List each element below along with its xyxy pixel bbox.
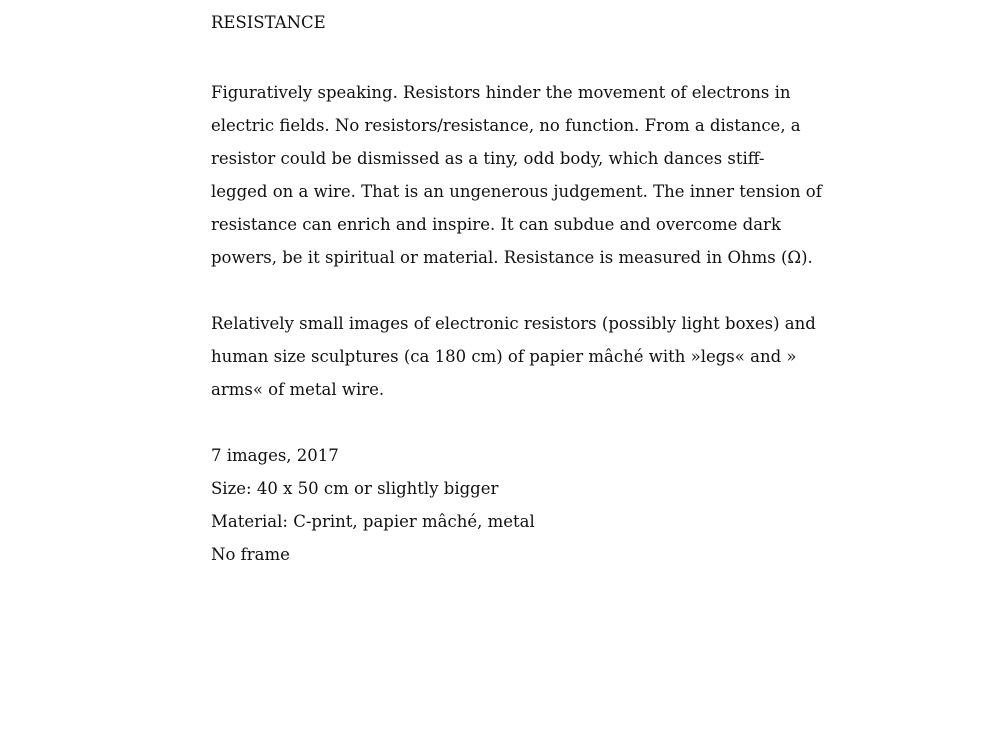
paragraph-line: resistor could be dismissed as a tiny, odd body, which dances stiff- [211, 149, 765, 168]
paragraph-line: arms« of metal wire. [211, 380, 385, 399]
paragraph-concept [211, 76, 822, 274]
paragraph-line: powers, be it spiritual or material. Resistance is measured in Ohms (Ω). [211, 248, 813, 267]
document-title: RESISTANCE [211, 13, 326, 32]
details-frame: No frame [211, 545, 290, 564]
paragraph-line: Relatively small images of electronic resistors (possibly light boxes) and [211, 314, 816, 333]
paragraph-line: resistance can enrich and inspire. It can subdue and overcome dark [211, 215, 781, 234]
paragraph-line: human size sculptures (ca 180 cm) of papier mâché with »legs« and » [211, 347, 797, 366]
details-count-year: 7 images, 2017 [211, 446, 339, 465]
paragraph-description [211, 307, 816, 406]
spacer [211, 406, 801, 439]
details-size: Size: 40 x 50 cm or slightly bigger [211, 479, 499, 498]
paragraph-line: electric fields. No resistors/resistance, no function. From a distance, a [211, 116, 801, 135]
spacer [211, 36, 801, 76]
details-material: Material: C-print, papier mâché, metal [211, 512, 535, 531]
paragraph-line: Figuratively speaking. Resistors hinder the movement of electrons in [211, 83, 791, 102]
spacer [211, 274, 801, 307]
paragraph-line: legged on a wire. That is an ungenerous judgement. The inner tension of [211, 182, 822, 201]
details-block [211, 439, 801, 571]
document-page [211, 10, 822, 571]
